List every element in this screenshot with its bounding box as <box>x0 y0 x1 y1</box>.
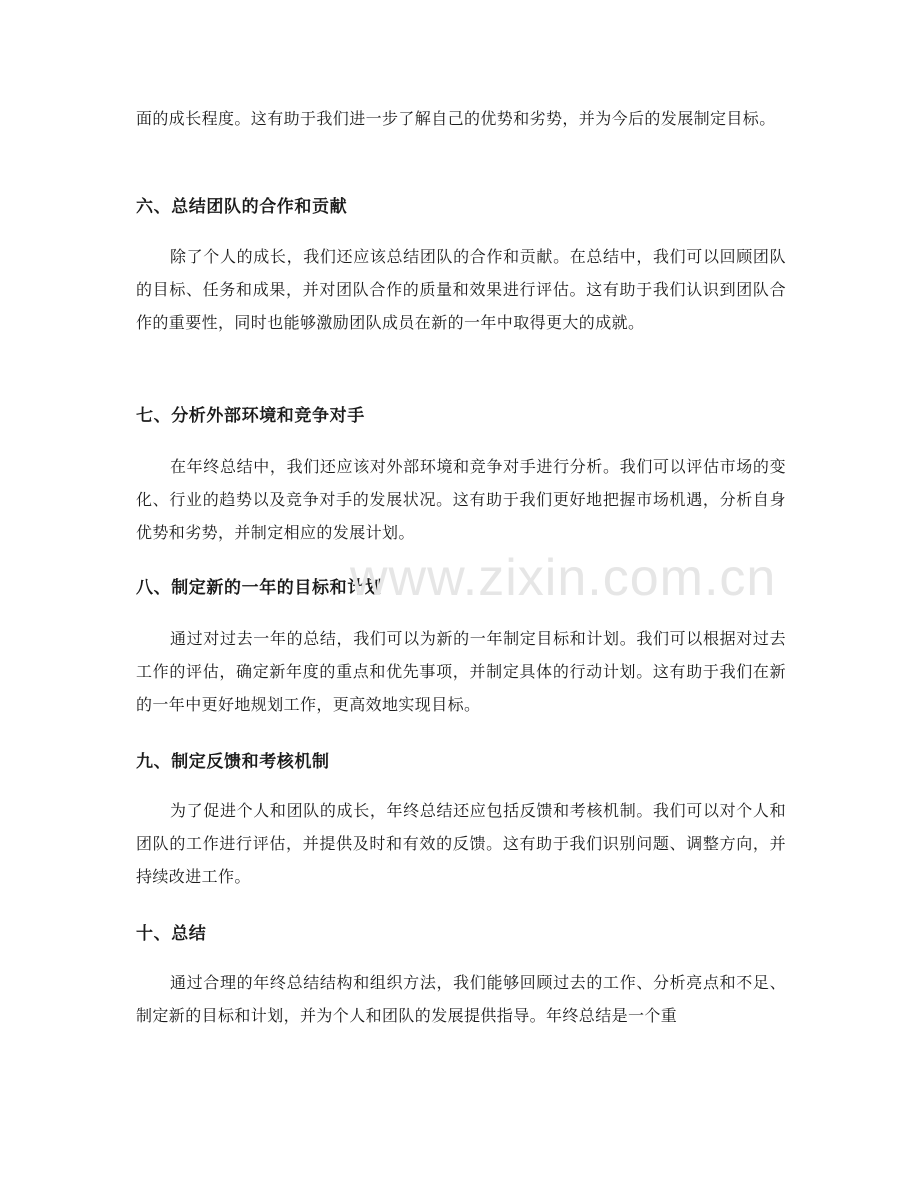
section-heading-7: 七、分析外部环境和竞争对手 <box>136 406 365 426</box>
section-paragraph-7: 在年终总结中，我们还应该对外部环境和竞争对手进行分析。我们可以评估市场的变化、行业的趋势以及竞争对手的发展状况。这有助于我们更好地把握市场机遇，分析自身优势和劣势，并制定相应的发展计划。 <box>136 457 786 542</box>
section-paragraph-9: 为了促进个人和团队的成长，年终总结还应包括反馈和考核机制。我们可以对个人和团队的工作进行评估，并提供及时和有效的反馈。这有助于我们识别问题、调整方向，并持续改进工作。 <box>136 801 786 886</box>
section-heading-8: 八、制定新的一年的目标和计划 <box>136 578 383 598</box>
section-paragraph-6: 除了个人的成长，我们还应该总结团队的合作和贡献。在总结中，我们可以回顾团队的目标、任务和成果，并对团队合作的质量和效果进行评估。这有助于我们认识到团队合作的重要性，同时也能够激励团队成员在新的一年中取得更大的成就。 <box>136 247 786 332</box>
section-heading-6: 六、总结团队的合作和贡献 <box>136 197 348 217</box>
watermark: www.zixin.com.cn <box>350 549 777 607</box>
section-paragraph-10: 通过合理的年终总结结构和组织方法，我们能够回顾过去的工作、分析亮点和不足、制定新的目标和计划，并为个人和团队的发展提供指导。年终总结是一个重 <box>136 973 786 1025</box>
section-heading-9: 九、制定反馈和考核机制 <box>136 752 330 772</box>
paragraph-intro: 面的成长程度。这有助于我们进一步了解自己的优势和劣势，并为今后的发展制定目标。 <box>136 109 776 128</box>
section-heading-10: 十、总结 <box>136 924 207 944</box>
section-paragraph-8: 通过对过去一年的总结，我们可以为新的一年制定目标和计划。我们可以根据对过去工作的评估，确定新年度的重点和优先事项，并制定具体的行动计划。这有助于我们在新的一年中更好地规划工作，更高效地实现目标。 <box>136 629 786 714</box>
